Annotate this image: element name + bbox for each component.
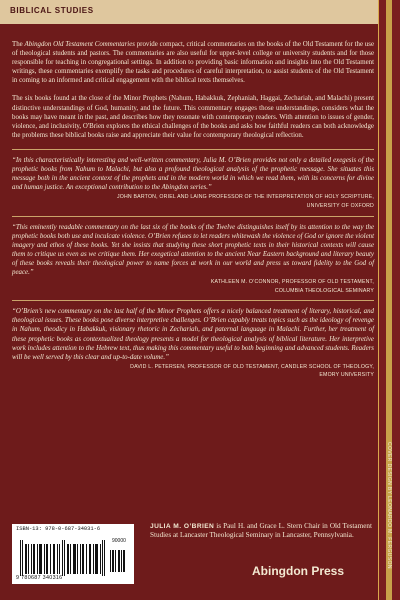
price-code: 90000: [112, 538, 126, 544]
endorsement-affiliation: COLUMBIA THEOLOGICAL SEMINARY: [274, 287, 374, 294]
author-bio-text: is Paul H. and Grace L. Stern Chair in Old Testament Studies at Lancaster Theological Seminary in Lancaster, Pennsylvania.: [150, 522, 372, 539]
endorsement-quote: “O’Brien’s new commentary on the last half of the Minor Prophets offers a nicely balanced treatment of literary, historical, and theological issues. These books pose diverse interpretive challenges. O’Brien capably treats topics such as the ideology of revenge in Nahum, theodicy in Habakkuk, visionary rhetoric in Zechariah, and paternal language in Malachi. Further, her treatment of these prophetic books as contextualized theology presents a model for theological analysis of biblical literature. Her interpretive work includes attention to the Hebrew text, thus making this commentary useful to both beginning and advanced students. Readers will be well served by this clear and up-to-date volume.”: [12, 308, 374, 361]
description-block: [12, 40, 374, 379]
intro-paragraph-2: The six books found at the close of the Minor Prophets (Nahum, Habakkuk, Zephaniah, Haggai, Zechariah, and Malachi) present distinctive understandings of God, humanity, and the future. This commentary engages those understandings, considers what the books may have meant in the past, and describes how they resonate with contemporary readers. With attention to issues of gender, violence, and inclusivity, O'Brien explores the ethical challenges of the books and asks how faithful readers can both acknowledge the problems these biblical books raise and appreciate their value for contemporary theological reflection.: [12, 95, 374, 139]
divider: [12, 149, 374, 150]
series-title: Abingdon Old Testament Commentaries: [24, 41, 135, 48]
publisher-logo: Abingdon Press: [252, 564, 345, 578]
cover-design-credit-text: COVER DESIGN BY LEONARDO M. FERGUSON: [386, 441, 392, 569]
category-label: BIBLICAL STUDIES: [10, 6, 94, 15]
author-bio: [150, 522, 372, 540]
endorsement: [12, 156, 374, 210]
intro-prefix: The: [12, 41, 25, 48]
category-band: [0, 0, 378, 24]
endorsement: [12, 307, 374, 379]
endorsement-affiliation: UNIVERSITY OF OXFORD: [306, 202, 374, 209]
endorsement-name: JOHN BARTON, ORIEL AND LAING PROFESSOR OF THE INTERPRETATION OF HOLY SCRIPTURE,: [116, 194, 374, 201]
divider: [12, 216, 374, 217]
endorsement-affiliation: EMORY UNIVERSITY: [319, 372, 374, 379]
endorsement-quote: “This eminently readable commentary on the last six of the books of the Twelve distinguishes itself by its attention to the way the prophetic books both use and inculcate violence. O’Brien refuses to let readers whitewash the violence of God or ignore the violent imagery and ethos of these books. Yet she insists that studying these short prophetic texts in their historical contexts will cause them to critique us even as we critique them. Her exegetical attention to the ancient Near Eastern background and literary beauty of these books reveals their theological power to name forces at work in our world and press us toward fidelity to the God of peace.”: [12, 223, 374, 276]
cover-design-credit: [379, 420, 399, 590]
endorsement-name: DAVID L. PETERSEN, PROFESSOR OF OLD TESTAMENT, CANDLER SCHOOL OF THEOLOGY,: [130, 363, 374, 370]
barcode-digits: 9 780687 340316: [16, 575, 63, 581]
endorsement: [12, 223, 374, 295]
intro-paragraph-1: [12, 40, 374, 85]
barcode-bars: [18, 536, 128, 576]
author-name: JULIA M. O’BRIEN: [150, 523, 215, 530]
endorsement-name: KATHLEEN M. O’CONNOR, PROFESSOR OF OLD TESTAMENT,: [210, 279, 374, 286]
isbn-barcode: [12, 524, 134, 584]
divider: [12, 300, 374, 301]
isbn-text: ISBN-13: 978-0-687-34031-6: [16, 526, 101, 532]
endorsement-quote: “In this characteristically interesting and well-written commentary, Julia M. O’Brien provides not only a detailed exegesis of the prophetic books from Nahum to Malachi, but also a profound theological analysis of the prophetic message. She situates this message both in the ancient context of the prophets and in the modern world in which we read them, with its concerns for divine and human justice. An exceptional contribution to the Abingdon series.”: [12, 156, 374, 192]
intro-paragraph-1-text: provide compact, critical commentaries on the books of the Old Testament for the use of theological students and pastors. The commentaries are also useful for upper-level college or university students and for those responsible for teaching in congregational settings. In addition to providing basic information and insights into the Old Testament writings, these commentaries exemplify the tasks and procedures of careful interpretation, to assist students of the Old Testament in coming to an informed and critical engagement with the biblical texts themselves.: [12, 41, 374, 85]
